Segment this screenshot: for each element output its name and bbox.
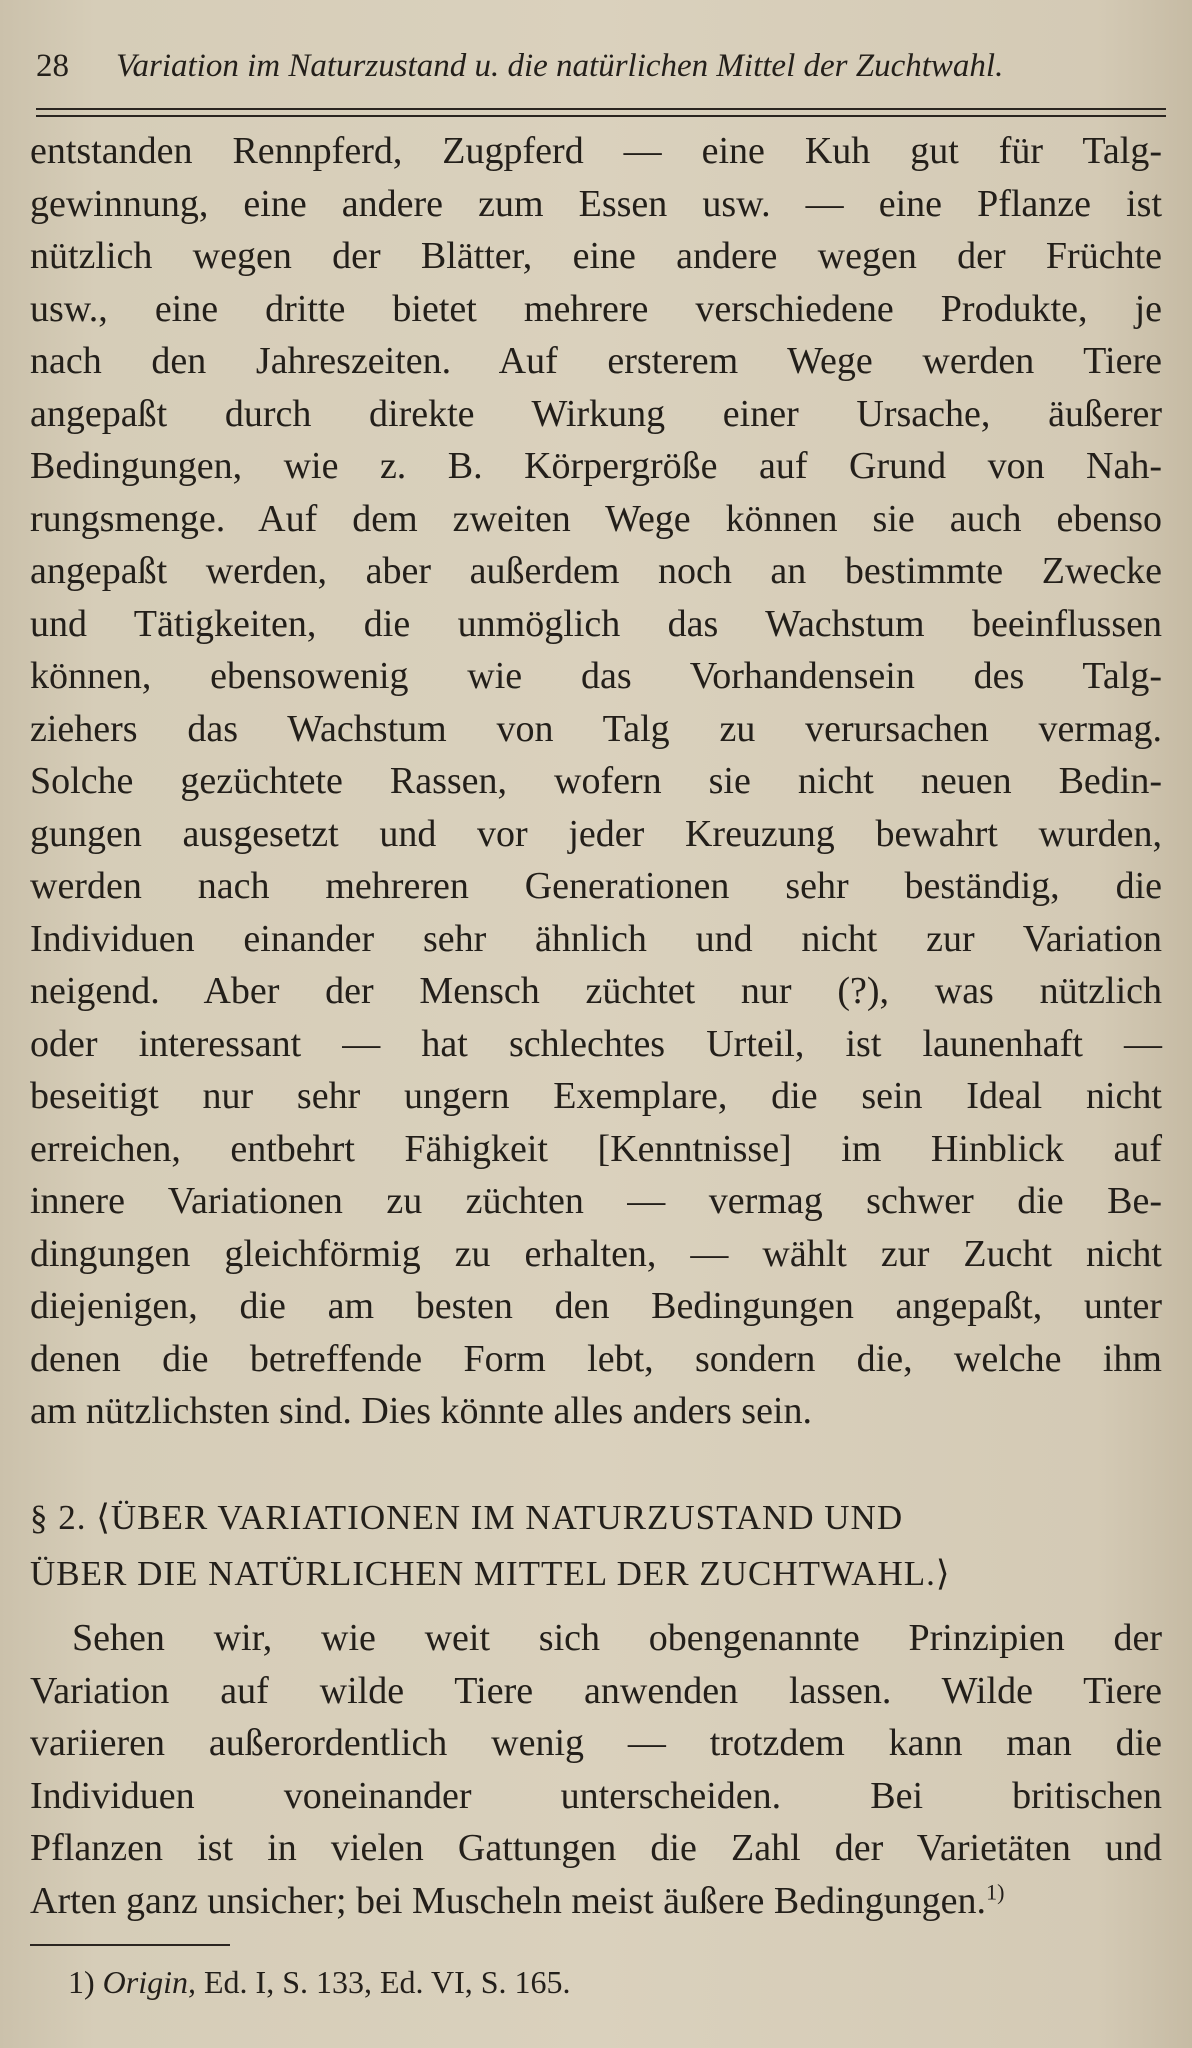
text-line: innere Variationen zu züchten — vermag schwer die Be- [30, 1180, 1162, 1222]
text-line: erreichen, entbehrt Fähigkeit [Kenntnisse] im Hinblick auf [30, 1127, 1162, 1170]
footnote-reference: 1) [986, 1878, 1005, 1904]
footnote-marker: 1) [68, 1964, 95, 2000]
text-line: gewinnung, eine andere zum Essen usw. — eine Pflanze ist [30, 182, 1162, 225]
section-paragraph [30, 1612, 1162, 1927]
header-rule [36, 108, 1166, 110]
page-number: 28 [36, 48, 69, 84]
text-line: Individuen voneinander unterscheiden. Bei britischen [30, 1774, 1162, 1817]
text-line: am nützlichsten sind. Dies könnte alles anders sein. [30, 1390, 812, 1432]
text-line-content: Arten ganz unsicher; bei Muscheln meist äußere Bedingungen. [30, 1879, 987, 1922]
running-title: Variation im Naturzustand u. die natürlichen Mittel der Zuchtwahl. [116, 48, 1004, 84]
text-line: rungsmenge. Auf dem zweiten Wege können sie auch ebenso [30, 497, 1162, 540]
text-line: Variation auf wilde Tiere anwenden lassen. Wilde Tiere [30, 1669, 1162, 1712]
text-line: angepaßt werden, aber außerdem noch an bestimmte Zwecke [30, 550, 1162, 592]
text-line: Solche gezüchtete Rassen, wofern sie nicht neuen Bedin- [30, 760, 1162, 802]
text-line: nützlich wegen der Blätter, eine andere wegen der Früchte [30, 235, 1162, 277]
text-line: entstanden Rennpferd, Zugpferd — eine Kuh gut für Talg- [30, 130, 1162, 172]
text-line: werden nach mehreren Generationen sehr beständig, die [30, 865, 1162, 907]
footnote [68, 1964, 571, 2001]
footnote-text: Ed. I, S. 133, Ed. VI, S. 165. [204, 1964, 571, 2000]
text-line: angepaßt durch direkte Wirkung einer Ursache, äußerer [30, 392, 1162, 435]
text-line: nach den Jahreszeiten. Auf ersterem Wege werden Tiere [30, 340, 1162, 382]
text-line: diejenigen, die am besten den Bedingungen angepaßt, unter [30, 1285, 1162, 1327]
text-line [30, 1875, 1162, 1928]
text-line: Sehen wir, wie weit sich obengenannte Prinzipien der [72, 1617, 1162, 1659]
body-paragraph [30, 125, 1162, 1438]
footnote-rule [30, 1944, 230, 1946]
header-rule [36, 115, 1166, 117]
text-line: gungen ausgesetzt und vor jeder Kreuzung bewahrt wurden, [30, 812, 1162, 855]
text-line: Individuen einander sehr ähnlich und nicht zur Variation [30, 917, 1162, 960]
text-line: oder interessant — hat schlechtes Urteil, ist launenhaft — [30, 1022, 1162, 1065]
text-line: beseitigt nur sehr ungern Exemplare, die sein Ideal nicht [30, 1075, 1162, 1117]
text-line: können, ebensowenig wie das Vorhandensein des Talg- [30, 655, 1162, 697]
running-header [36, 48, 1166, 98]
text-line: und Tätigkeiten, die unmöglich das Wachstum beeinflussen [30, 602, 1162, 645]
footnote-source: Origin, [102, 1964, 196, 2000]
text-line: dingungen gleichförmig zu erhalten, — wählt zur Zucht nicht [30, 1232, 1162, 1275]
text-line: ziehers das Wachstum von Talg zu verursachen vermag. [30, 707, 1162, 750]
text-line: variieren außerordentlich wenig — trotzdem kann man die [30, 1722, 1162, 1764]
text-line: Bedingungen, wie z. B. Körpergröße auf Grund von Nah- [30, 445, 1162, 487]
heading-line: ÜBER DIE NATÜRLICHEN MITTEL DER ZUCHTWAHL.⟩ [30, 1554, 951, 1593]
section-heading [30, 1490, 1162, 1602]
heading-line: § 2. ⟨ÜBER VARIATIONEN IM NATURZUSTAND UND [30, 1498, 904, 1537]
text-line: neigend. Aber der Mensch züchtet nur (?), was nützlich [30, 970, 1162, 1012]
text-line: Pflanzen ist in vielen Gattungen die Zahl der Varietäten und [30, 1827, 1162, 1869]
text-line: denen die betreffende Form lebt, sondern die, welche ihm [30, 1337, 1162, 1380]
text-line: usw., eine dritte bietet mehrere verschiedene Produkte, je [30, 287, 1162, 330]
